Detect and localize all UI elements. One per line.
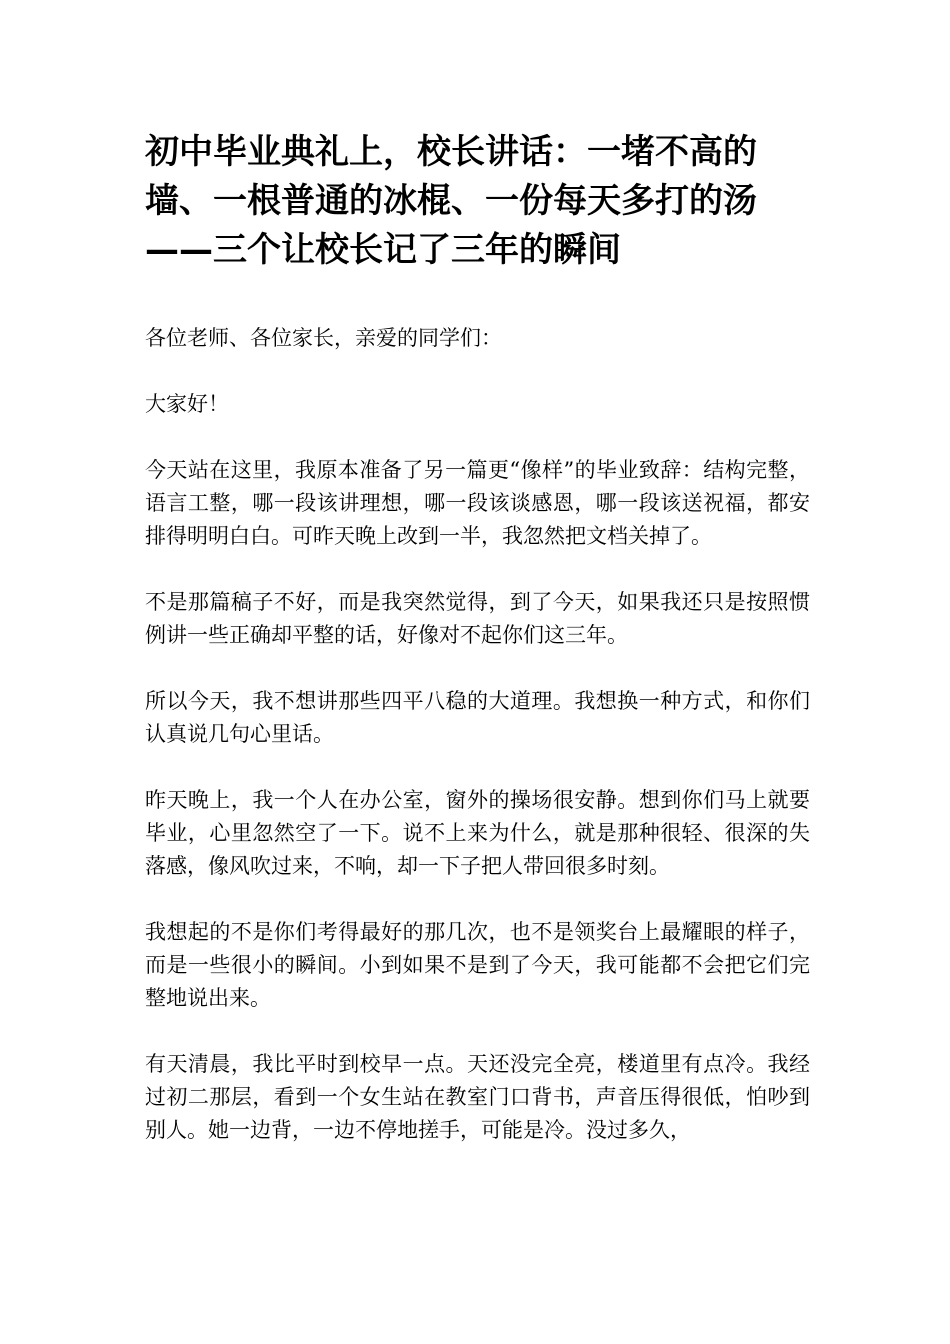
paragraph: 昨天晚上，我一个人在办公室，窗外的操场很安静。想到你们马上就要毕业，心里忽然空了一下。说不上来为什么，就是那种很轻、很深的失落感，像风吹过来，不响，却一下子把人带回很多时刻。 — [145, 788, 810, 878]
document-title: 初中毕业典礼上，校长讲话：一堵不高的墙、一根普通的冰棍、一份每天多打的汤——三个让校长记了三年的瞬间 — [145, 132, 757, 270]
paragraph: 不是那篇稿子不好，而是我突然觉得，到了今天，如果我还只是按照惯例讲一些正确却平整的话，好像对不起你们这三年。 — [145, 590, 810, 647]
document-content — [145, 128, 810, 1180]
paragraph: 所以今天，我不想讲那些四平八稳的大道理。我想换一种方式，和你们认真说几句心里话。 — [145, 689, 810, 746]
paragraph: 我想起的不是你们考得最好的那几次，也不是领奖台上最耀眼的样子，而是一些很小的瞬间。小到如果不是到了今天，我可能都不会把它们完整地说出来。 — [145, 920, 810, 1010]
paragraph-hello: 大家好！ — [145, 392, 229, 416]
paragraph: 有天清晨，我比平时到校早一点。天还没完全亮，楼道里有点冷。我经过初二那层，看到一个女生站在教室门口背书，声音压得很低，怕吵到别人。她一边背，一边不停地搓手，可能是冷。没过多久， — [145, 1052, 810, 1142]
paragraph-greeting: 各位老师、各位家长，亲爱的同学们： — [145, 326, 502, 350]
paragraph: 今天站在这里，我原本准备了另一篇更“像样”的毕业致辞：结构完整，语言工整，哪一段该讲理想，哪一段该谈感恩，哪一段该送祝福，都安排得明明白白。可昨天晚上改到一半，我忽然把文档关掉了。 — [145, 458, 810, 548]
